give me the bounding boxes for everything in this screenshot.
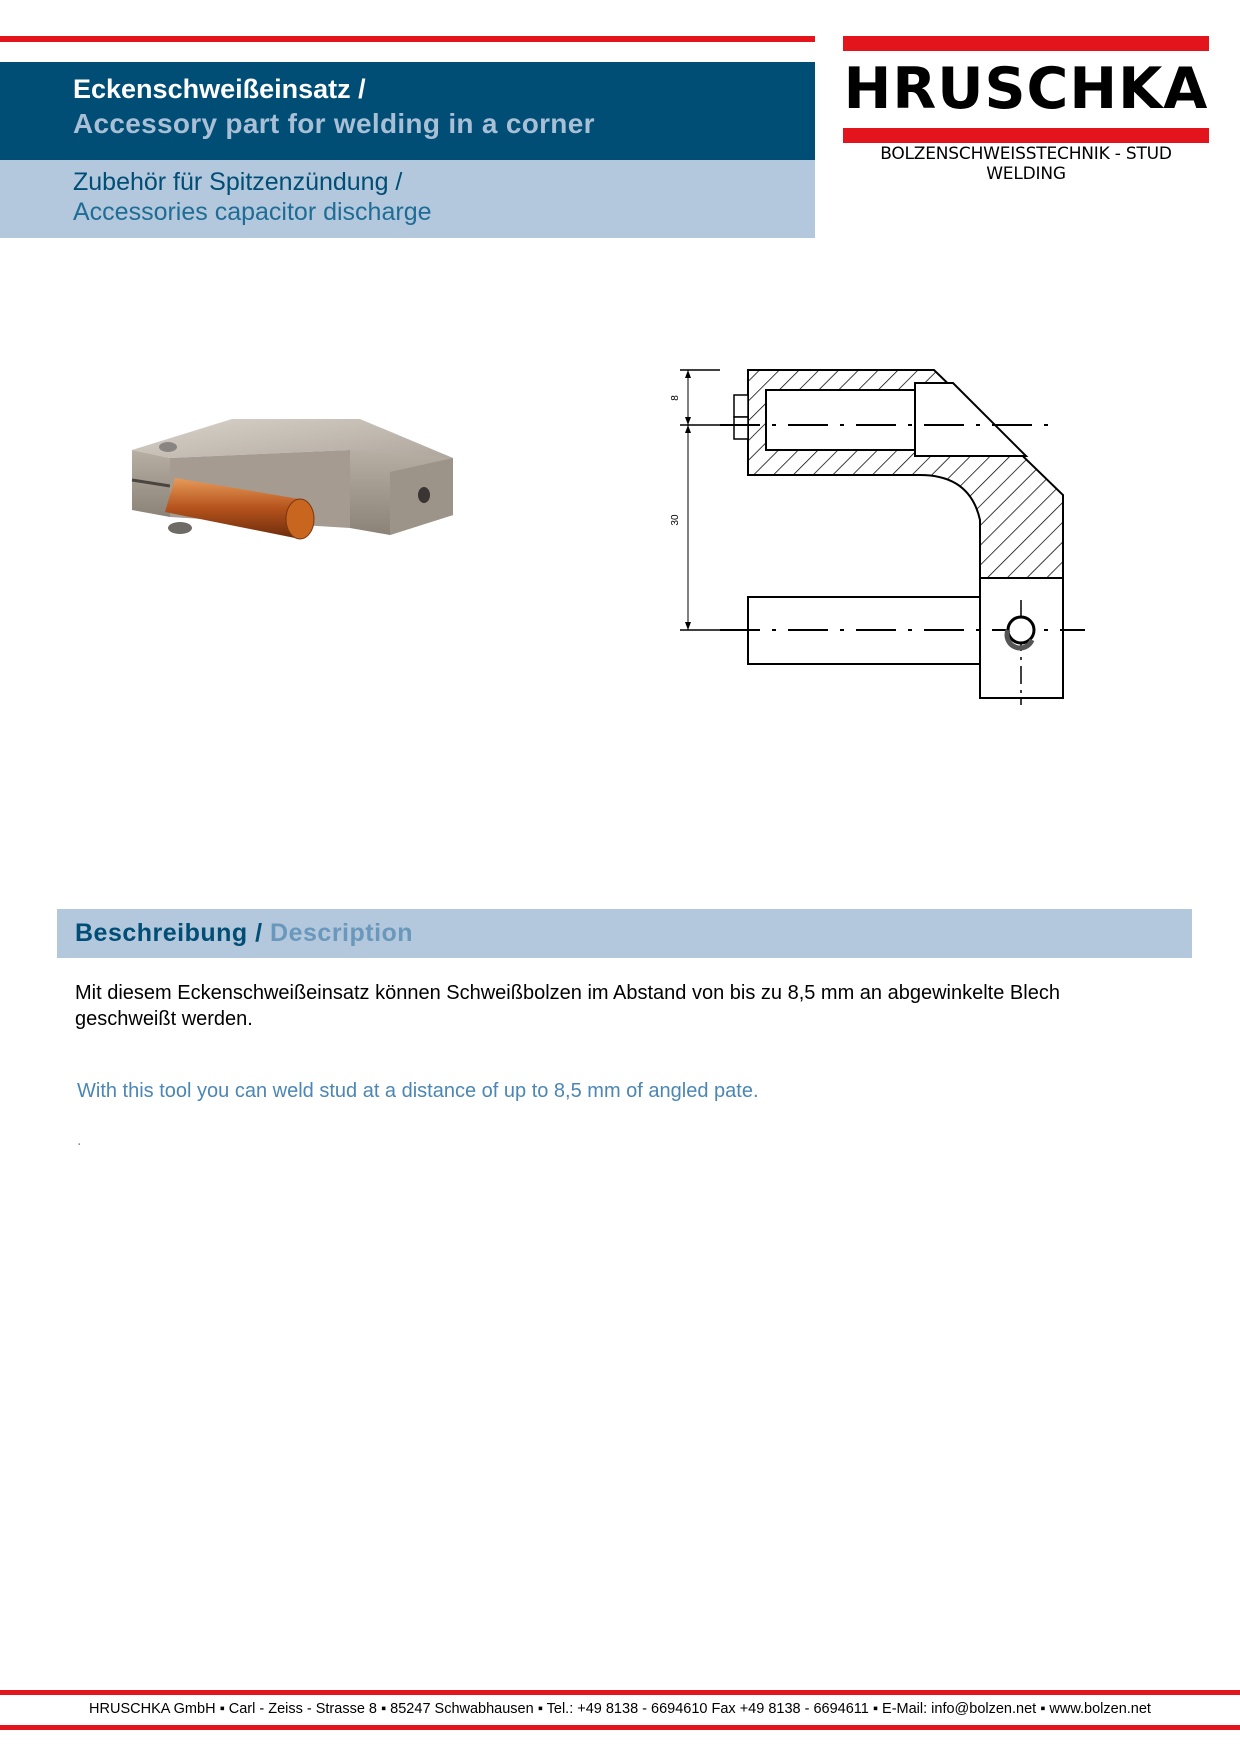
page-title-en: Accessory part for welding in a corner [73,108,595,139]
subtitle-de: Zubehör für Spitzenzündung / [73,168,403,196]
logo-wordmark: HRUSCHKA [843,56,1209,122]
footer-contact: HRUSCHKA GmbH ▪ Carl - Zeiss - Strasse 8 ▪ 85247 Schwabhausen ▪ Tel.: +49 8138 - 6694610 Fax +49 8138 - 6694611 ▪ E-Mail: info@bolzen.net ▪ www.bolzen.net [89,1701,1151,1717]
header-red-line [0,36,815,42]
technical-drawing [670,360,1090,710]
logo-red-bar-bottom [843,128,1209,143]
footer-red-line-bottom [0,1725,1240,1730]
description-heading [75,919,413,948]
dimension-side: 30 [670,514,681,526]
footer-red-line-top [0,1690,1240,1695]
subtitle-en: Accessories capacitor discharge [73,198,432,226]
description-heading-en: Description [270,919,414,947]
product-photo [120,400,460,580]
company-logo [843,36,1209,184]
dimension-top: 8 [670,395,681,401]
page-title-de: Eckenschweißeinsatz / [73,74,366,104]
description-text-en: With this tool you can weld stud at a distance of up to 8,5 mm of angled pate. [77,1080,759,1102]
logo-tagline: BOLZENSCHWEISSTECHNIK - STUD WELDING [880,144,1172,184]
description-text-de: Mit diesem Eckenschweißeinsatz können Schweißbolzen im Abstand von bis zu 8,5 mm an abgewinkelte Blech geschweißt werden. [75,982,1060,1030]
logo-red-bar-top [843,36,1209,51]
description-heading-de: Beschreibung / [75,919,263,947]
description-trailing-dot: . [77,1132,82,1149]
